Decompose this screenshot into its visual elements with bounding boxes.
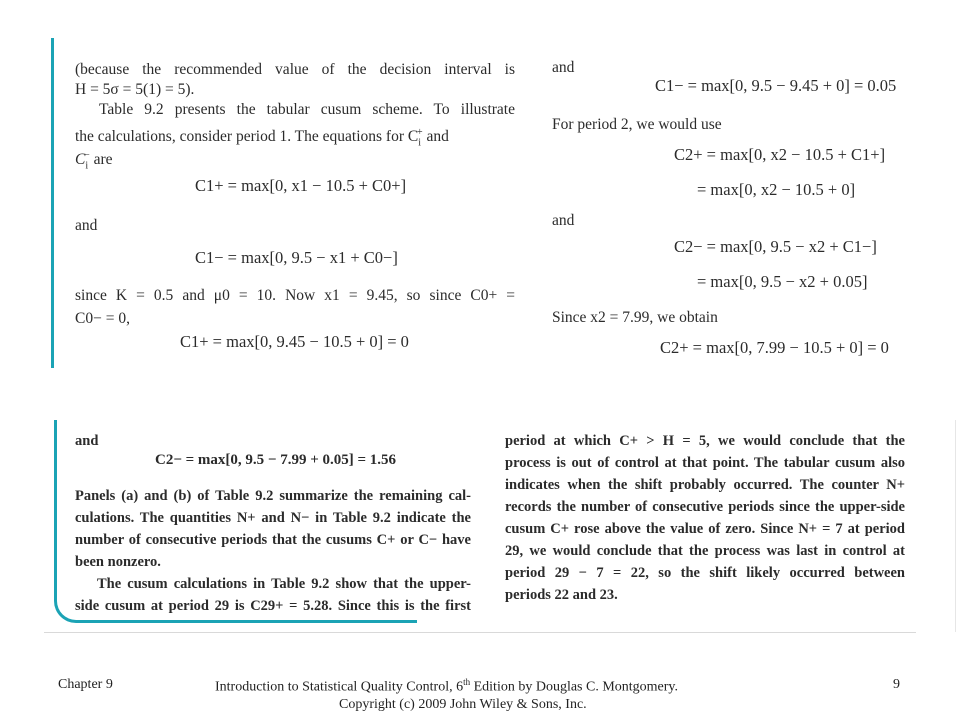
equation-c2-plus: C2+ = max[0, x2 − 10.5 + C1+] <box>674 145 886 164</box>
equation-c2-minus-result: C2− = max[0, 9.5 − 7.99 + 0.05] = 1.56 <box>155 452 397 468</box>
slide-divider <box>44 632 916 633</box>
slide-divider-right <box>955 420 956 632</box>
bottom-para-3: number of consecutive periods that the cusums C+ or C− have <box>75 532 471 548</box>
equation-c1-minus: C1− = max[0, 9.5 − x1 + C0−] <box>195 248 398 267</box>
para-decision-interval-1: (because the recommended value of the decision interval is <box>75 61 515 78</box>
footer-copyright: Copyright (c) 2009 John Wiley & Sons, Inc. <box>339 697 587 712</box>
period-2-text: For period 2, we would use <box>552 116 722 133</box>
since-x2-text: Since x2 = 7.99, we obtain <box>552 309 718 326</box>
right-and-label-1: and <box>552 59 575 76</box>
para-table-92-3-text: are <box>93 151 113 169</box>
right-bottom-7: period 29 − 7 = 22, so the shift likely occurred between <box>505 565 905 581</box>
bottom-and-label: and <box>75 433 99 449</box>
right-bottom-4: records the number of consecutive periods since the upper-side <box>505 499 905 515</box>
para-decision-interval-2: H = 5σ = 5(1) = 5). <box>75 81 195 98</box>
bottom-para-5: The cusum calculations in Table 9.2 show that the upper- <box>97 576 471 592</box>
right-bottom-8: periods 22 and 23. <box>505 587 618 603</box>
footer-chapter: Chapter 9 <box>58 677 113 692</box>
equation-c1-minus-result: C1− = max[0, 9.5 − 9.45 + 0] = 0.05 <box>655 76 897 95</box>
footer-book-title <box>215 677 678 696</box>
bottom-para-1: Panels (a) and (b) of Table 9.2 summarize the remaining cal- <box>75 488 471 504</box>
para-table-92-2: the calculations, consider period 1. The equations for $C_i^+$ and <box>75 127 449 149</box>
para-table-92-2-text: the calculations, consider period 1. The equations for C <box>75 128 419 146</box>
para-since-2: C0− = 0, <box>75 310 130 327</box>
equation-c2-minus-simplified: = max[0, 9.5 − x2 + 0.05] <box>697 272 868 291</box>
equation-c2-minus: C2− = max[0, 9.5 − x2 + C1−] <box>674 237 877 256</box>
equation-c1-plus-result: C1+ = max[0, 9.45 − 10.5 + 0] = 0 <box>180 332 409 351</box>
footer-page-number: 9 <box>893 677 900 692</box>
right-bottom-1: period at which C+ > H = 5, we would conclude that the <box>505 433 905 449</box>
right-bottom-5: cusum C+ rose above the value of zero. Since N+ = 7 at period <box>505 521 905 537</box>
bottom-para-6: side cusum at period 29 is C29+ = 5.28. Since this is the first <box>75 598 471 614</box>
para-since-1: since K = 0.5 and μ0 = 10. Now x1 = 9.45, so since C0+ = <box>75 287 515 304</box>
para-table-92-3: $C_i^-$ are <box>75 150 113 172</box>
footer-book-sup: th <box>463 677 471 687</box>
right-bottom-2: process is out of control at that point. The tabular cusum also <box>505 455 905 471</box>
and-label-1: and <box>75 217 98 234</box>
footer-book-post: Edition by Douglas C. Montgomery. <box>470 679 679 695</box>
footer-book-pre: Introduction to Statistical Quality Control, 6 <box>215 679 464 695</box>
bottom-para-2: culations. The quantities N+ and N− in Table 9.2 indicate the <box>75 510 471 526</box>
right-and-label-2: and <box>552 212 575 229</box>
bottom-para-4: been nonzero. <box>75 554 161 570</box>
equation-c2-plus-simplified: = max[0, x2 − 10.5 + 0] <box>697 180 856 199</box>
equation-c1-plus: C1+ = max[0, x1 − 10.5 + C0+] <box>195 176 407 195</box>
accent-bar-top <box>51 38 54 368</box>
right-bottom-6: 29, we would conclude that the process was last in control at <box>505 543 905 559</box>
equation-c2-plus-result: C2+ = max[0, 7.99 − 10.5 + 0] = 0 <box>660 338 889 357</box>
right-bottom-3: indicates when the shift probably occurred. The counter N+ <box>505 477 905 493</box>
para-table-92-1: Table 9.2 presents the tabular cusum scheme. To illustrate <box>99 101 515 118</box>
